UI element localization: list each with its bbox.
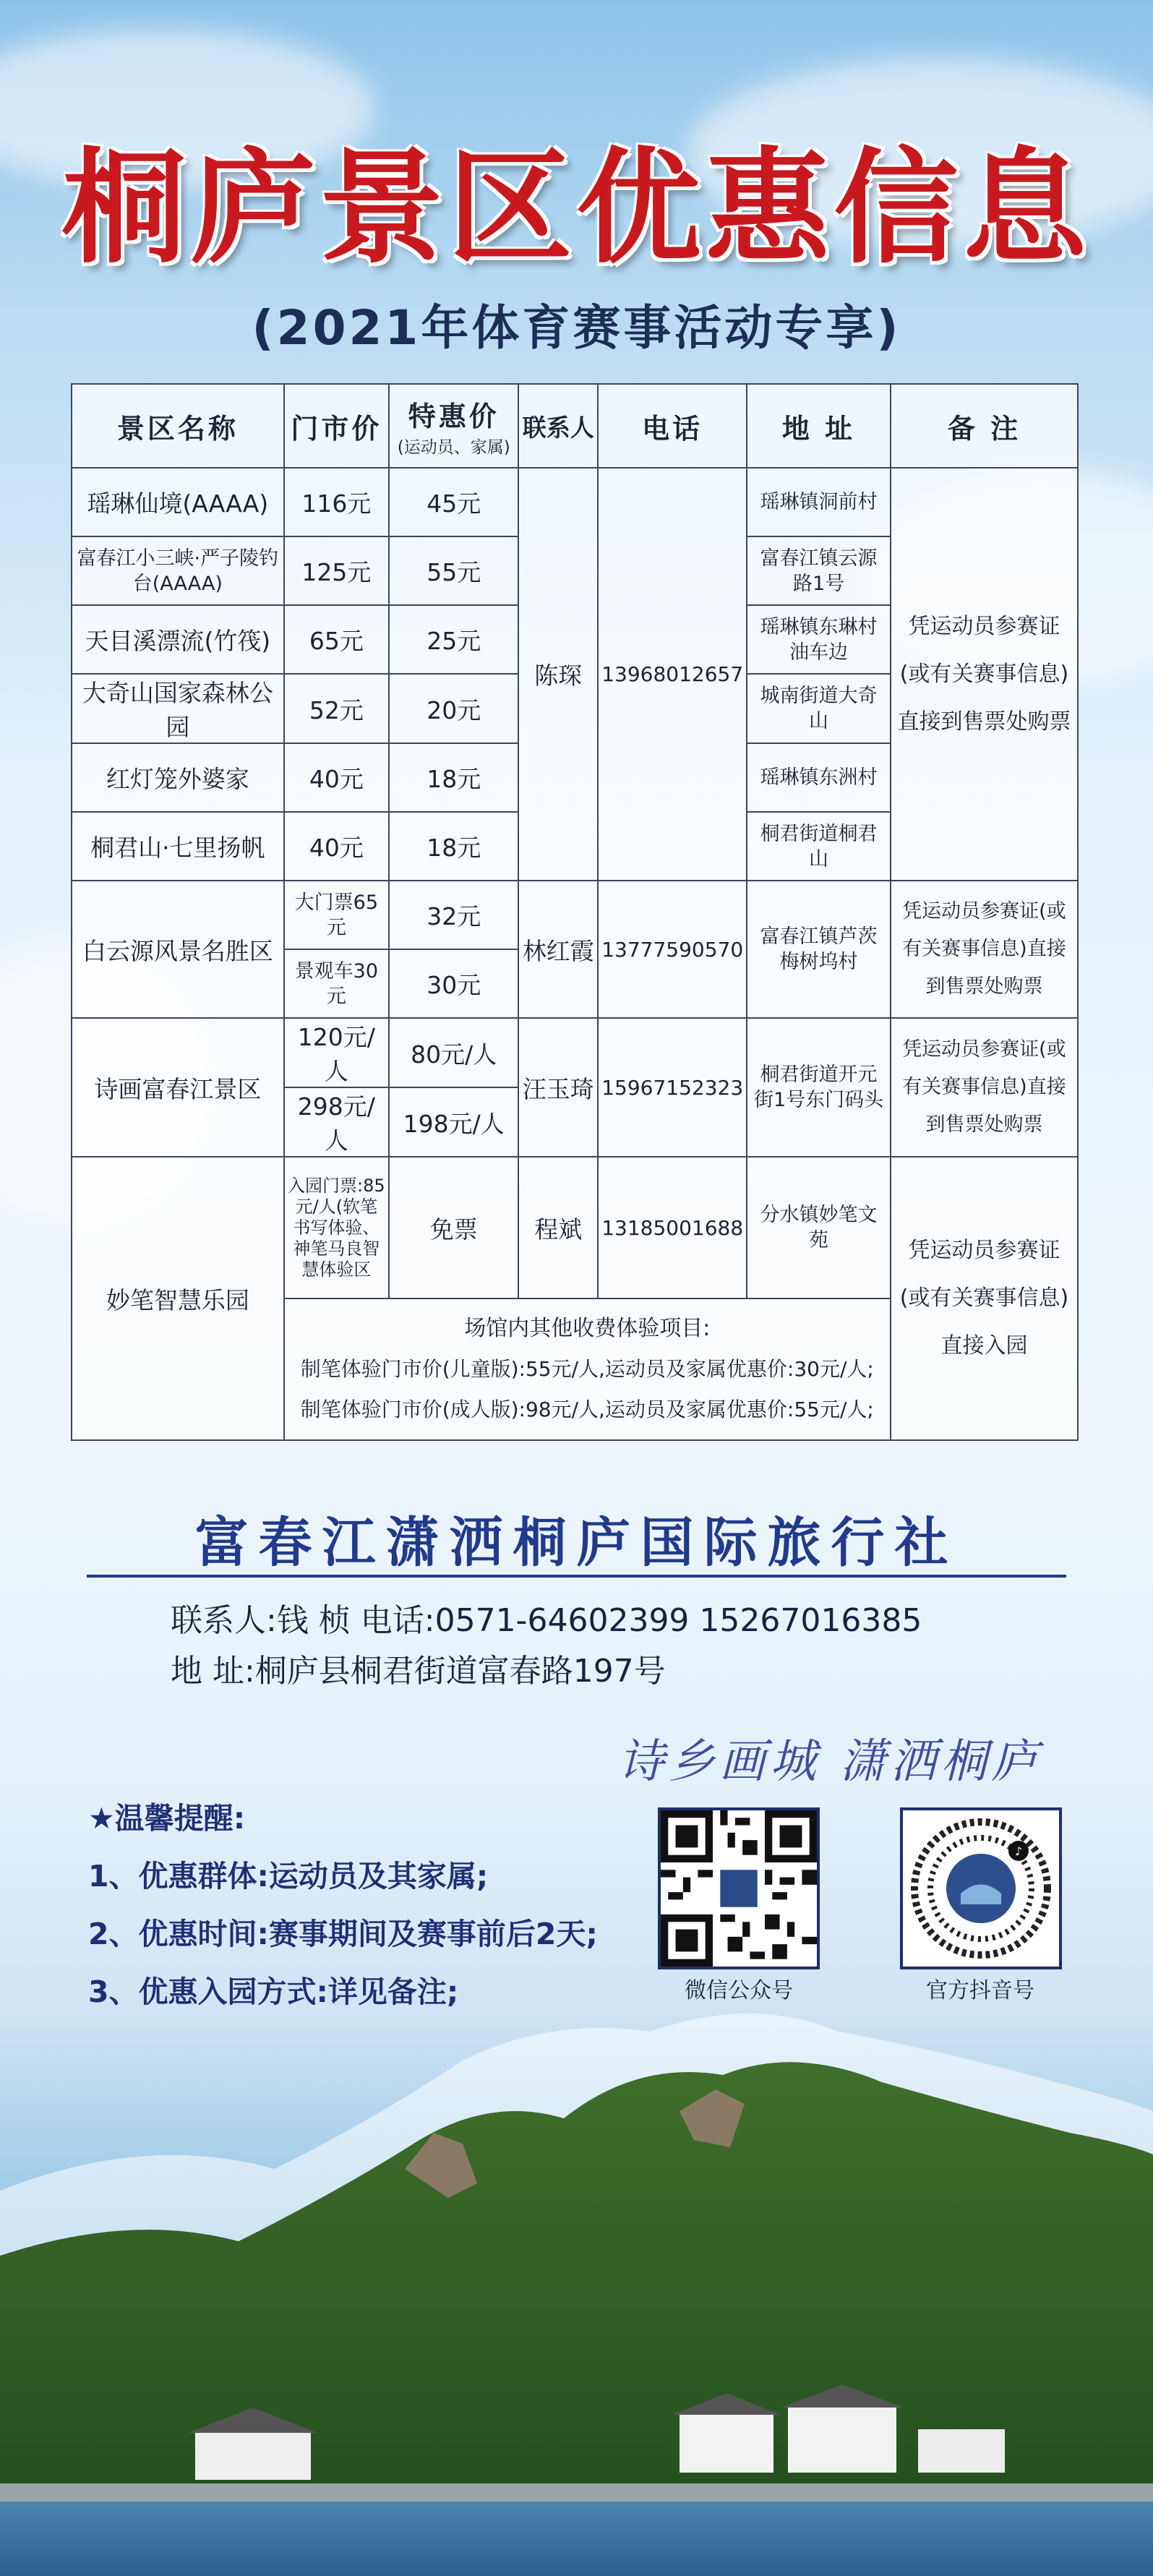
divider xyxy=(87,1575,1066,1578)
address: 城南街道大奇山 xyxy=(747,674,891,743)
scenic-name: 白云源风景名胜区 xyxy=(72,881,284,1018)
table-row xyxy=(72,1157,1078,1298)
market-price: 120元/人 xyxy=(284,1018,389,1087)
scenic-name: 妙笔智慧乐园 xyxy=(72,1157,284,1440)
extra-item-child: 制笔体验门市价(儿童版):55元/人,运动员及家属优惠价:30元/人; xyxy=(300,1357,874,1381)
market-price: 入园门票:85元/人(软笔书写体验、神笔马良智慧体验区 xyxy=(284,1157,389,1298)
scenic-name: 瑶琳仙境(AAAA) xyxy=(72,468,284,536)
header-name: 景区名称 xyxy=(72,384,284,468)
remark: 凭运动员参赛证(或有关赛事信息)直接到售票处购票 xyxy=(891,468,1078,881)
header-contact: 联系人 xyxy=(518,384,598,468)
slogan: 诗乡画城 潇洒桐庐 xyxy=(618,1735,1042,1789)
qr-code-icon xyxy=(661,1810,817,1967)
extra-items xyxy=(284,1298,891,1440)
phone-number: 13185001688 xyxy=(598,1157,747,1298)
phone-number: 13777590570 xyxy=(598,881,747,1018)
scenic-name: 富春江小三峡·严子陵钓台(AAAA) xyxy=(72,536,284,605)
tip-item: 1、优惠群体:运动员及其家属; xyxy=(88,1859,489,1894)
scenic-name: 桐君山·七里扬帆 xyxy=(72,812,284,881)
contact-person: 汪玉琦 xyxy=(518,1018,598,1157)
remark: 凭运动员参赛证(或有关赛事信息)直接到售票处购票 xyxy=(891,1018,1078,1157)
landscape-illustration xyxy=(0,1952,1153,2576)
header-special-label: 特惠价 xyxy=(408,401,500,432)
tip-item: 2、优惠时间:赛事期间及赛事前后2天; xyxy=(88,1917,598,1951)
special-price: 18元 xyxy=(389,743,518,812)
table-row xyxy=(72,881,1078,949)
special-price: 免票 xyxy=(389,1157,518,1298)
special-price: 20元 xyxy=(389,674,518,743)
market-price: 52元 xyxy=(284,674,389,743)
header-special-note: (运动员、家属) xyxy=(397,438,510,457)
discount-table xyxy=(71,383,1079,1441)
address: 富春江镇云源路1号 xyxy=(747,536,891,605)
scenic-name: 大奇山国家森林公园 xyxy=(72,674,284,743)
special-price: 32元 xyxy=(389,881,518,949)
address: 富春江镇芦茨梅树坞村 xyxy=(747,881,891,1018)
header-price: 门市价 xyxy=(284,384,389,468)
market-price: 大门票65元 xyxy=(284,881,389,949)
market-price: 116元 xyxy=(284,468,389,536)
special-price: 45元 xyxy=(389,468,518,536)
scenic-name: 红灯笼外婆家 xyxy=(72,743,284,812)
header-remark: 备 注 xyxy=(891,384,1078,468)
special-price: 25元 xyxy=(389,605,518,674)
tips-title: ★温馨提醒: xyxy=(88,1801,246,1836)
douyin-qr-icon xyxy=(903,1810,1059,1967)
tip-item: 3、优惠入园方式:详见备注; xyxy=(88,1974,459,2009)
special-price: 80元/人 xyxy=(389,1018,518,1087)
extra-item-adult: 制笔体验门市价(成人版):98元/人,运动员及家属优惠价:55元/人; xyxy=(300,1398,874,1421)
market-price: 298元/人 xyxy=(284,1087,389,1157)
special-price: 198元/人 xyxy=(389,1087,518,1157)
extra-items-title: 场馆内其他收费体验项目: xyxy=(464,1316,711,1341)
agency-contact: 联系人:钱 桢 电话:0571-64602399 15267016385 xyxy=(171,1602,922,1639)
douyin-qr-label: 官方抖音号 xyxy=(926,1978,1034,2003)
table-header-row xyxy=(72,384,1078,468)
phone-number: 13968012657 xyxy=(598,468,747,881)
svg-text:♪: ♪ xyxy=(1014,1844,1023,1858)
header-address: 地 址 xyxy=(747,384,891,468)
phone-number: 15967152323 xyxy=(598,1018,747,1157)
contact-person: 陈琛 xyxy=(518,468,598,881)
address: 桐君街道桐君山 xyxy=(747,812,891,881)
agency-name: 富春江潇洒桐庐国际旅行社 xyxy=(194,1512,959,1574)
remark: 凭运动员参赛证(或有关赛事信息)直接到售票处购票 xyxy=(891,881,1078,1018)
table-row xyxy=(72,468,1078,536)
market-price: 65元 xyxy=(284,605,389,674)
address: 瑶琳镇洞前村 xyxy=(747,468,891,536)
market-price: 40元 xyxy=(284,812,389,881)
special-price: 18元 xyxy=(389,812,518,881)
scenic-name: 天目溪漂流(竹筏) xyxy=(72,605,284,674)
address: 瑶琳镇东琳村油车边 xyxy=(747,605,891,674)
address: 桐君街道开元街1号东门码头 xyxy=(747,1018,891,1157)
table-row xyxy=(72,1018,1078,1087)
market-price: 景观车30元 xyxy=(284,949,389,1018)
poster-subtitle: (2021年体育赛事活动专享) xyxy=(252,300,901,356)
contact-person: 林红霞 xyxy=(518,881,598,1018)
wechat-qr-code xyxy=(658,1807,820,1969)
poster-title: 桐庐景区优惠信息 xyxy=(61,135,1092,281)
address: 分水镇妙笔文苑 xyxy=(747,1157,891,1298)
contact-person: 程斌 xyxy=(518,1157,598,1298)
agency-address: 地 址:桐庐县桐君街道富春路197号 xyxy=(171,1653,666,1690)
header-phone: 电话 xyxy=(598,384,747,468)
special-price: 55元 xyxy=(389,536,518,605)
market-price: 40元 xyxy=(284,743,389,812)
scenic-name: 诗画富春江景区 xyxy=(72,1018,284,1157)
douyin-qr-code xyxy=(900,1807,1062,1969)
market-price: 125元 xyxy=(284,536,389,605)
wechat-qr-label: 微信公众号 xyxy=(685,1978,793,2003)
special-price: 30元 xyxy=(389,949,518,1018)
address: 瑶琳镇东洲村 xyxy=(747,743,891,812)
remark: 凭运动员参赛证(或有关赛事信息)直接入园 xyxy=(891,1157,1078,1440)
header-special xyxy=(389,384,518,468)
